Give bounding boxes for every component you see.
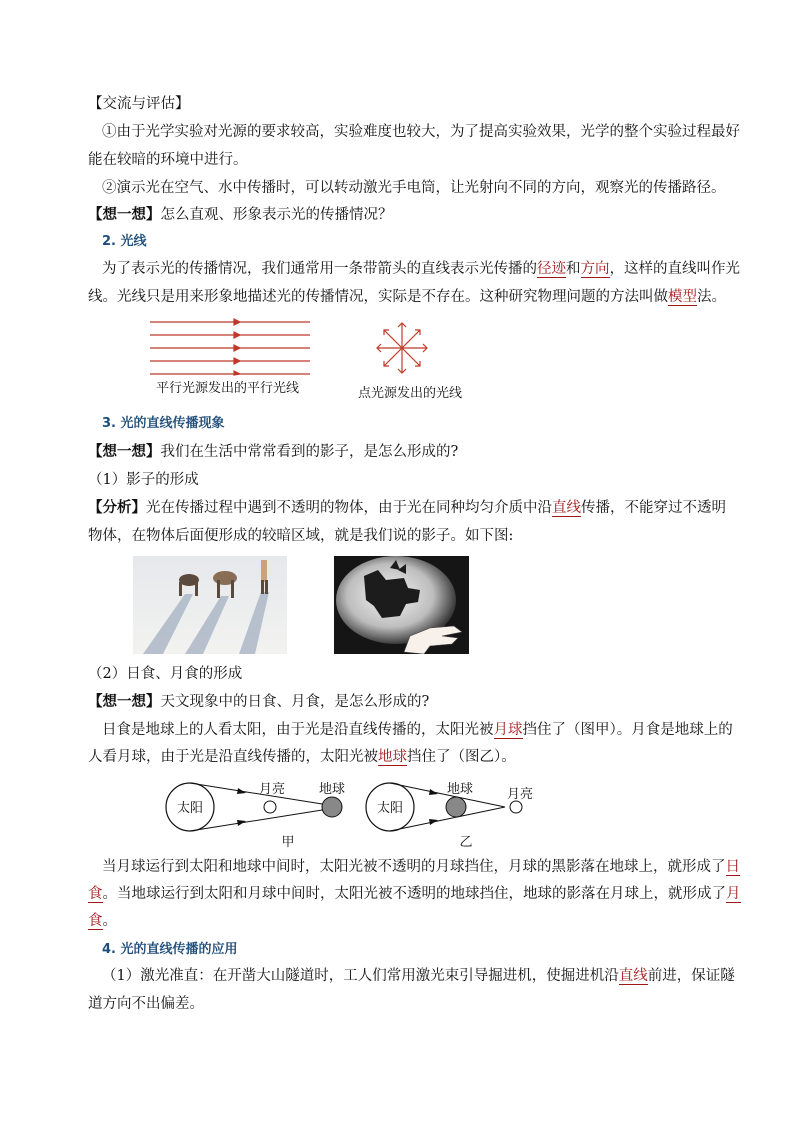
sec2-line1: [102, 259, 740, 279]
text: 前进，保证隧: [647, 968, 735, 984]
sec2-line2: [88, 287, 726, 307]
think-text: 我们在生活中常常看到的影子，是怎么形成的?: [160, 444, 459, 460]
text: 。当地球运行到太阳和月球中间时，太阳光被不透明的地球挡住，地球的影落在月球上，就形成了: [102, 886, 726, 902]
moon-label: 月亮: [506, 787, 534, 802]
text: 挡住了（图甲）。月食是地球上的: [522, 722, 733, 738]
explain-line2: [88, 884, 741, 904]
eclipse-diagram: [160, 774, 540, 852]
caption-parallel: 平行光源发出的平行光线: [156, 381, 300, 396]
sub-heading-eclipse: （2）日食、月食的形成: [88, 666, 243, 682]
earth-label: 地球: [446, 782, 474, 797]
underlined-answer: 月球: [493, 722, 523, 738]
label-jia: 甲: [281, 835, 295, 850]
think-tag: 【想一想】: [88, 693, 161, 710]
earth-label: 地球: [318, 782, 346, 797]
caption-point: 点光源发出的光线: [358, 386, 463, 401]
shadow-photo-hand: [334, 556, 469, 654]
shadow-photo-people: [133, 556, 287, 654]
text: 法。: [697, 289, 726, 305]
underlined-answer: 月: [726, 886, 741, 902]
underlined-answer: 模型: [668, 289, 697, 305]
sec4-line1: [102, 966, 735, 986]
underlined-answer: 地球: [378, 749, 407, 765]
section-3-heading: 3. 光的直线传播现象: [102, 416, 225, 431]
eclipse-line1: [102, 720, 733, 740]
text: 线。光线只是用来形象地描述光的传播情况，实际是不存在。这种研究物理问题的方法叫做: [88, 289, 668, 305]
think-question-2: [88, 442, 458, 462]
text: 传播，不能穿过不透明: [581, 500, 726, 516]
parallel-rays-figure: [148, 318, 314, 376]
exchange-title: 【交流与评估】: [88, 96, 190, 112]
point-source-figure: [374, 320, 430, 376]
think-text: 天文现象中的日食、月食，是怎么形成的?: [160, 694, 430, 710]
exchange-p1-line1: ①由于光学实验对光源的要求较高，实验难度也较大，为了提高实验效果，光学的整个实验过程最好: [102, 124, 740, 140]
text: ，这样的直线叫作光: [609, 261, 740, 277]
analysis-line1: [88, 498, 726, 518]
sec4-line2: 道方向不出偏差。: [88, 996, 204, 1012]
text: 人看月球，由于光是沿直线传播的，太阳光被: [88, 749, 378, 765]
sun-label: 太阳: [176, 801, 204, 816]
moon-label: 月亮: [258, 782, 286, 797]
sun-label: 太阳: [376, 801, 404, 816]
think-question-1: [88, 205, 393, 225]
underlined-answer: 直线: [552, 500, 581, 516]
text: 。: [102, 913, 117, 929]
text: 日食是地球上的人看太阳，由于光是沿直线传播的，太阳光被: [102, 722, 494, 738]
explain-line1: [102, 857, 740, 877]
exchange-p2: ②演示光在空气、水中传播时，可以转动激光手电筒，让光射向不同的方向，观察光的传播路径。: [102, 180, 726, 196]
underlined-answer: 日: [725, 859, 740, 875]
think-question-3: [88, 692, 429, 712]
text: 为了表示光的传播情况，我们通常用一条带箭头的直线表示光传播的: [102, 261, 537, 277]
underlined-answer: 食: [88, 913, 103, 929]
eclipse-line2: [88, 747, 516, 767]
analysis-tag: 【分析】: [88, 499, 146, 516]
text: 和: [566, 261, 581, 277]
text: 光在传播过程中遇到不透明的物体，由于光在同种均匀介质中沿: [146, 500, 552, 516]
label-yi: 乙: [459, 835, 473, 850]
explain-line3: [88, 911, 117, 931]
think-tag: 【想一想】: [88, 443, 161, 460]
sub-heading-shadow: （1）影子的形成: [88, 472, 199, 488]
exchange-p1-line2: 能在较暗的环境中进行。: [88, 152, 248, 168]
section-2-heading: 2. 光线: [102, 234, 147, 249]
think-text: 怎么直观、形象表示光的传播情况？: [160, 207, 393, 223]
underlined-answer: 食: [88, 886, 103, 902]
text: 当月球运行到太阳和地球中间时，太阳光被不透明的月球挡住，月球的黑影落在地球上，就形成了: [102, 859, 726, 875]
text: 挡住了（图乙）。: [407, 749, 516, 765]
analysis-line2: 物体，在物体后面便形成的较暗区域，就是我们说的影子。如下图:: [88, 528, 514, 544]
text: （1）激光准直：在开凿大山隧道时，工人们常用激光束引导掘进机，使掘进机沿: [102, 968, 619, 984]
underlined-answer: 直线: [618, 968, 648, 984]
underlined-answer: 方向: [580, 261, 610, 277]
underlined-answer: 径迹: [537, 261, 566, 277]
think-tag: 【想一想】: [88, 206, 161, 223]
section-4-heading: 4. 光的直线传播的应用: [102, 942, 238, 957]
